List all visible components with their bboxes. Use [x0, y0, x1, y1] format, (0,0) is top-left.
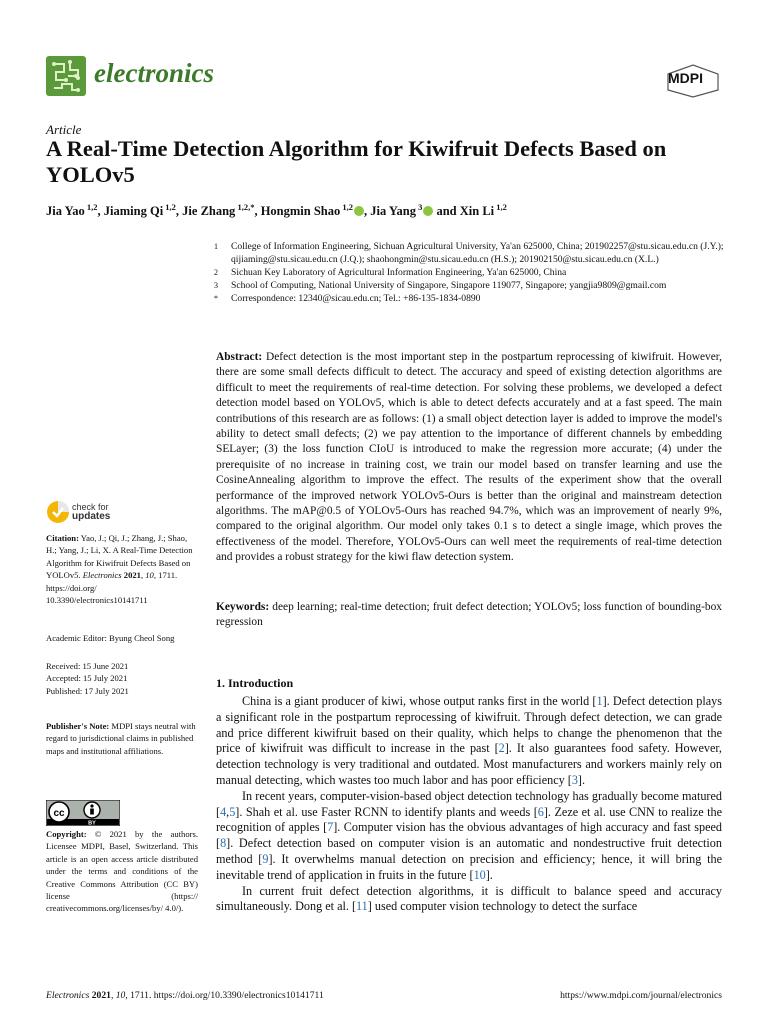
author-affiliation-marker: 3	[415, 202, 423, 212]
body-text-run: ]. Zeze et al. use CNN to realize the recognition of apples [	[216, 804, 723, 835]
author-separator: ,	[97, 204, 104, 219]
author-affiliation-marker: 1,2	[84, 202, 98, 212]
journal-name: electronics	[94, 58, 214, 88]
author-separator: ,	[363, 204, 371, 219]
body-text-run: ]. Defect detection based on computer vision is an automatic and nondestructive fruit detection method [	[216, 836, 722, 866]
body-text-run: China is a giant producer of kiwi, whose output ranks first in the world [	[242, 694, 597, 708]
reference-link[interactable]: 2	[498, 741, 505, 756]
orcid-icon[interactable]	[423, 206, 433, 216]
body-text-run: ]. It overwhelms manual detection on precision and efficiency; hence, it will bring the inevitable trend of application in fruits in the future [	[216, 851, 722, 882]
reference-link[interactable]: 1	[596, 694, 603, 708]
abstract-text: Defect detection is the most important step in the postpartum reprocessing of kiwifruit. However, there are some small defects difficult to detect. The accuracy and speed of existing detection algorithms are difficult to meet the requirements of real-time detection. For solving these problems, we developed a defect detection model based on YOLOv5, which is able to detect defects accurately and at a fast speed. The main contributions of this research are as follows: (1) a small object detection layer is added to improve the model's ability to detect small defects; (2) we pay attention to the importance of different channels by embedding SELayer; (3) the loss function CIoU is introduced to make the regression more accurate; (4) under the prerequisite of no increase in training cost, we train our model based on transfer learning and use the CosineAnnealing algorithm to improve the effect. The results of the experiment show that the overall performance of the improved network YOLOv5-Ours is better than the original and mainstream detection algorithms. The mAP@0.5 of YOLOv5-Ours has reached 94.7%, which was an improvement of nearly 9%, compared to the original algorithm. Our model only takes 0.1 s to detect a single image, which proves the effectiveness of the model. Therefore, YOLOv5-Ours can well meet the requirements of real-time detection and provides a robust strategy for the kiwi flaw detection system.	[216, 351, 722, 564]
intro-paragraph-2	[216, 789, 722, 884]
affiliation-item	[214, 266, 734, 279]
citation-journal: Electronics	[82, 570, 122, 581]
author-separator: ,	[254, 204, 261, 219]
citation-vol: 10	[145, 570, 154, 581]
check-line-1: check for	[72, 502, 109, 512]
reference-link[interactable]: 10	[473, 867, 486, 882]
reference-link[interactable]: 3	[571, 772, 578, 787]
abstract-label: Abstract:	[216, 351, 263, 363]
reference-link[interactable]: 11	[356, 899, 368, 914]
author-affiliation-marker: 1,2,*	[235, 202, 255, 212]
body-text-run: ]. Computer vision has the obvious advantages of high accuracy and fast speed [	[216, 820, 723, 851]
footer-journal: Electronics	[46, 990, 90, 1001]
affiliation-number: 3	[214, 281, 218, 290]
publisher-note	[46, 720, 198, 757]
body-text-run: ]. Defect detection plays a significant role in the postpartum reprocessing of kiwifruit. Through defect detection, we can grade and price different kiwifruit based on their quality, which helps to change the phenomenon that the price of kiwifruit was difficult to increase in the past [	[216, 694, 722, 756]
reference-link[interactable]: 7	[327, 820, 334, 835]
body-text-run: ]. Shah et al. use Faster RCNN to identify plants and weeds [	[235, 804, 538, 819]
received-date: Received: 15 June 2021	[46, 661, 129, 671]
citation-block: Citation: Yao, J.; Qi, J.; Zhang, J.; Shao, H.; Yang, J.; Li, X. A Real-Time Detection Algorithm for Kiwifruit Defects Based on YOLOv5. Electronics 2021, 10, 1711. https://doi.org/ 10.3390/electronics10141711	[46, 533, 193, 606]
reference-link[interactable]: 8	[220, 836, 227, 851]
reference-link[interactable]: 6	[537, 804, 544, 819]
footer-citation: Electronics 2021, 10, 1711. https://doi.org/10.3390/electronics10141711	[46, 990, 324, 1001]
affiliation-number: 1	[214, 242, 218, 251]
section-heading-introduction: 1. Introduction	[216, 676, 294, 690]
copyright-label: Copyright:	[46, 829, 87, 839]
check-for-updates-icon[interactable]	[46, 500, 70, 524]
citation-rest[interactable]: , 1711. https://doi.org/ 10.3390/electronics10141711	[46, 570, 178, 606]
journal-logo-icon	[46, 56, 86, 96]
body-text-run: ,	[226, 804, 230, 819]
author-name: Hongmin Shao	[260, 204, 341, 219]
copyright-text: © 2021 by the authors. Licensee MDPI, Basel, Switzerland. This article is an open access article distributed under the terms and conditions of the Creative Commons Attribution (CC BY) license (https:// creativecommons.org/licenses/by/ 4.0/).	[46, 829, 198, 914]
affiliation-text: Sichuan Key Laboratory of Agricultural Information Engineering, Ya'an 625000, China	[231, 267, 567, 278]
author-list	[46, 202, 726, 219]
body-text-run: ]. It also guarantees food safety. However, detection technology is very traditional and outdated. Most manufacturers and workers mainly rely on manual detecting, which wastes too much labor and has poor efficiency [	[216, 741, 722, 787]
affiliations	[214, 240, 734, 305]
author-name: Xin Li	[459, 204, 495, 219]
affiliation-text: School of Computing, National University of Singapore, Singapore 119077, Singapore; yangjia9809@gmail.com	[231, 280, 667, 291]
author-affiliation-marker: 1,2	[494, 202, 507, 212]
author-separator: and	[433, 204, 460, 219]
introduction-body	[216, 694, 722, 915]
footer-doi[interactable]: , 1711. https://doi.org/10.3390/electronics10141711	[125, 990, 324, 1001]
cc-by-license-icon[interactable]	[46, 800, 120, 826]
footer-journal-url[interactable]: https://www.mdpi.com/journal/electronics	[560, 990, 722, 1001]
author-name: Jia Yao	[46, 204, 85, 219]
publisher-note-text: MDPI stays neutral with regard to jurisdictional claims in published maps and institutional affiliations.	[46, 721, 196, 756]
citation-year: 2021	[123, 570, 141, 581]
published-date: Published: 17 July 2021	[46, 685, 129, 696]
copyright-block	[46, 828, 198, 915]
keywords-text: deep learning; real-time detection; fruit defect detection; YOLOv5; loss function of bounding-box regression	[216, 601, 722, 629]
abstract	[216, 350, 722, 566]
affiliation-item	[214, 279, 734, 292]
affiliation-item	[214, 240, 734, 266]
reference-link[interactable]: 4	[220, 804, 227, 819]
body-text-run: In current fruit defect detection algorithms, it is difficult to balance speed and accuracy simultaneously. Dong et al. [	[216, 883, 722, 914]
orcid-icon[interactable]	[354, 206, 364, 216]
author-name: Jiaming Qi	[103, 204, 164, 219]
keywords	[216, 600, 722, 631]
intro-paragraph-1	[216, 694, 722, 789]
author-separator: ,	[175, 204, 183, 219]
body-text-run: ] used computer vision technology to detect the surface	[367, 899, 638, 914]
affiliation-item	[214, 292, 734, 305]
publisher-name: MDPI	[668, 70, 703, 86]
paper-title: A Real-Time Detection Algorithm for Kiwifruit Defects Based on YOLOv5	[46, 136, 667, 187]
footer-year: 2021	[91, 990, 111, 1001]
body-text-run: ].	[485, 867, 493, 882]
article-type: Article	[46, 122, 82, 137]
accepted-date: Accepted: 15 July 2021	[46, 673, 128, 684]
body-text-run: In recent years, computer-vision-based object detection technology has gradually become matured [	[216, 788, 722, 819]
citation-label: Citation:	[46, 533, 79, 543]
reference-link[interactable]: 5	[229, 804, 236, 819]
author-affiliation-marker: 1,2	[340, 202, 353, 212]
academic-editor: Academic Editor: Byung Cheol Song	[46, 633, 175, 643]
dates-block	[46, 660, 198, 697]
citation-text: Yao, J.; Qi, J.; Zhang, J.; Shao, H.; Yang, J.; Li, X. A Real-Time Detection Algorithm for Kiwifruit Defects Based on YOLOv5.	[46, 533, 193, 581]
author-affiliation-marker: 1,2	[163, 202, 176, 212]
affiliation-number: 2	[214, 268, 218, 277]
reference-link[interactable]: 9	[262, 851, 269, 866]
affiliation-number: *	[214, 294, 218, 303]
body-text-run: ].	[577, 772, 586, 787]
check-line-2: updates	[72, 511, 111, 522]
check-for-updates-label[interactable]	[72, 503, 110, 521]
affiliation-text: Correspondence: 12340@sicau.edu.cn; Tel.: +86-135-1834-0890	[231, 293, 481, 304]
author-name: Jie Zhang	[182, 204, 236, 219]
svg-text:cc: cc	[53, 808, 65, 819]
author-name: Jia Yang	[370, 204, 416, 219]
publisher-note-label: Publisher's Note:	[46, 721, 110, 731]
cc-label: BY	[88, 820, 96, 826]
footer-vol: 10	[115, 990, 126, 1001]
intro-paragraph-3	[216, 884, 722, 916]
keywords-label: Keywords:	[216, 601, 270, 613]
affiliation-text: College of Information Engineering, Sichuan Agricultural University, Ya'an 625000, China; 201902257@stu.sicau.edu.cn (J.Y.); qijiaming@stu.sicau.edu.cn (J.Q.); shaohongmin@stu.sicau.edu.cn (H.S.); 201902150@stu.sicau.edu.cn (X.L.)	[231, 241, 724, 265]
